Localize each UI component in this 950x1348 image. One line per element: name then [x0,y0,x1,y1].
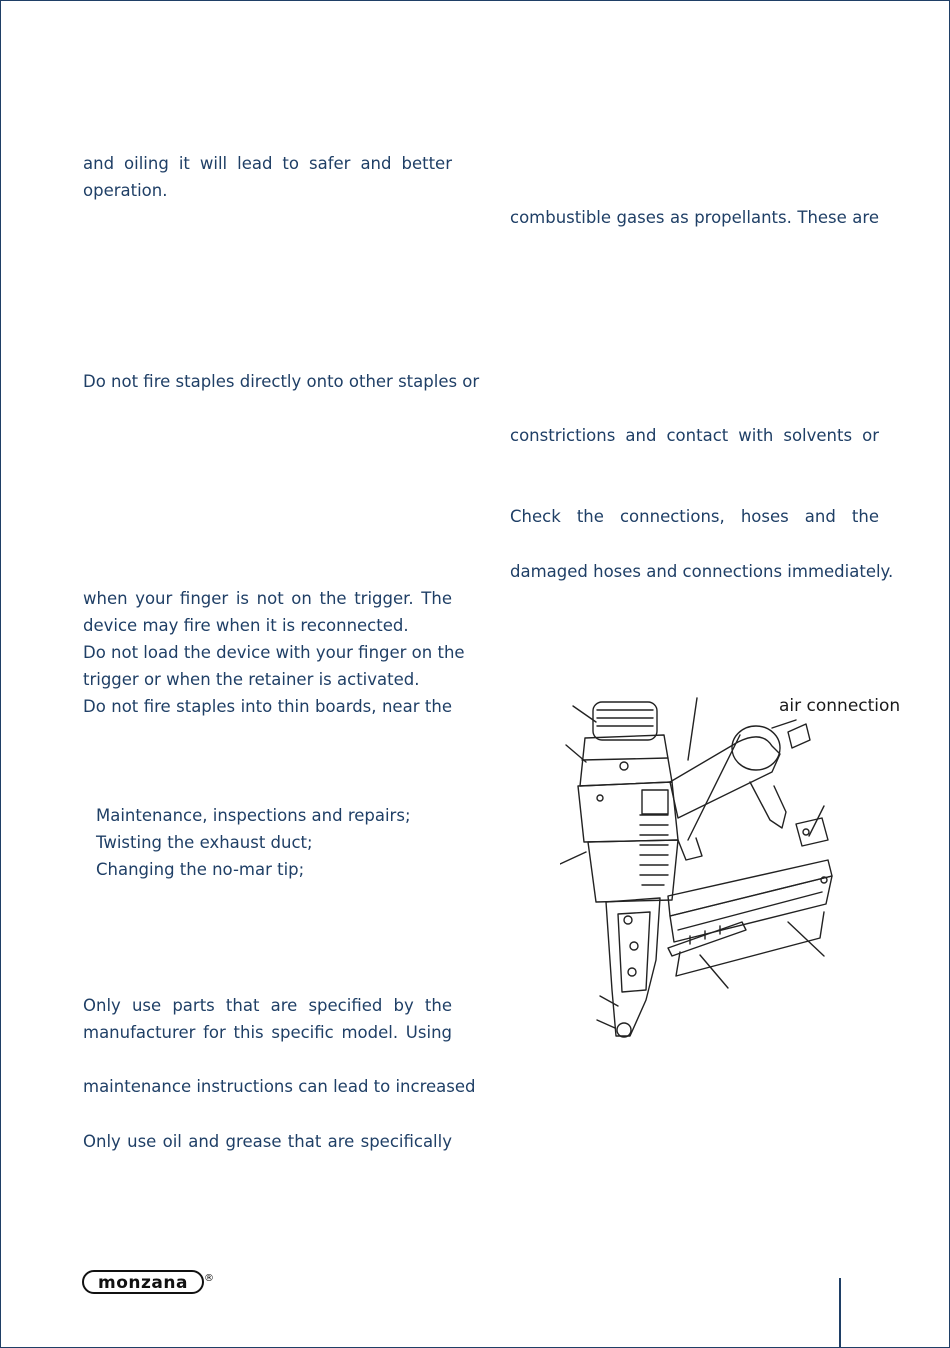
left-text-line: Do not load the device with your finger on the [83,643,465,662]
left-text-line: operation. [83,181,168,200]
right-text-line: constrictions and contact with solvents or [510,426,879,445]
bullet-item: Twisting the exhaust duct; [96,833,313,852]
left-text-line: trigger or when the retainer is activated. [83,670,420,689]
right-text-line: combustible gases as propellants. These are [510,208,879,227]
left-text-line: Only use oil and grease that are specifically [83,1132,452,1151]
left-text-line: when your finger is not on the trigger. The [83,589,452,608]
left-text-line: manufacturer for this specific model. Using [83,1023,452,1042]
left-text-line: and oiling it will lead to safer and better [83,154,452,173]
left-text-line: Do not fire staples directly onto other staples or [83,372,480,391]
monzana-logo [82,1268,216,1296]
bullet-item: Changing the no-mar tip; [96,860,305,879]
left-text-line: Only use parts that are specified by the [83,996,452,1015]
nail-gun-diagram-icon [560,690,840,1050]
left-text-line: maintenance instructions can lead to increased [83,1077,476,1096]
left-text-line: device may fire when it is reconnected. [83,616,409,635]
air-connection-label: air connection [779,696,901,716]
left-text-line: Do not fire staples into thin boards, near the [83,697,452,716]
registered-mark: ® [204,1273,214,1284]
bullet-item: Maintenance, inspections and repairs; [96,806,411,825]
brand-name: monzana [98,1273,188,1293]
footer-divider [839,1278,841,1348]
right-text-line: damaged hoses and connections immediately. [510,562,894,581]
right-text-line: Check the connections, hoses and the [510,507,879,526]
